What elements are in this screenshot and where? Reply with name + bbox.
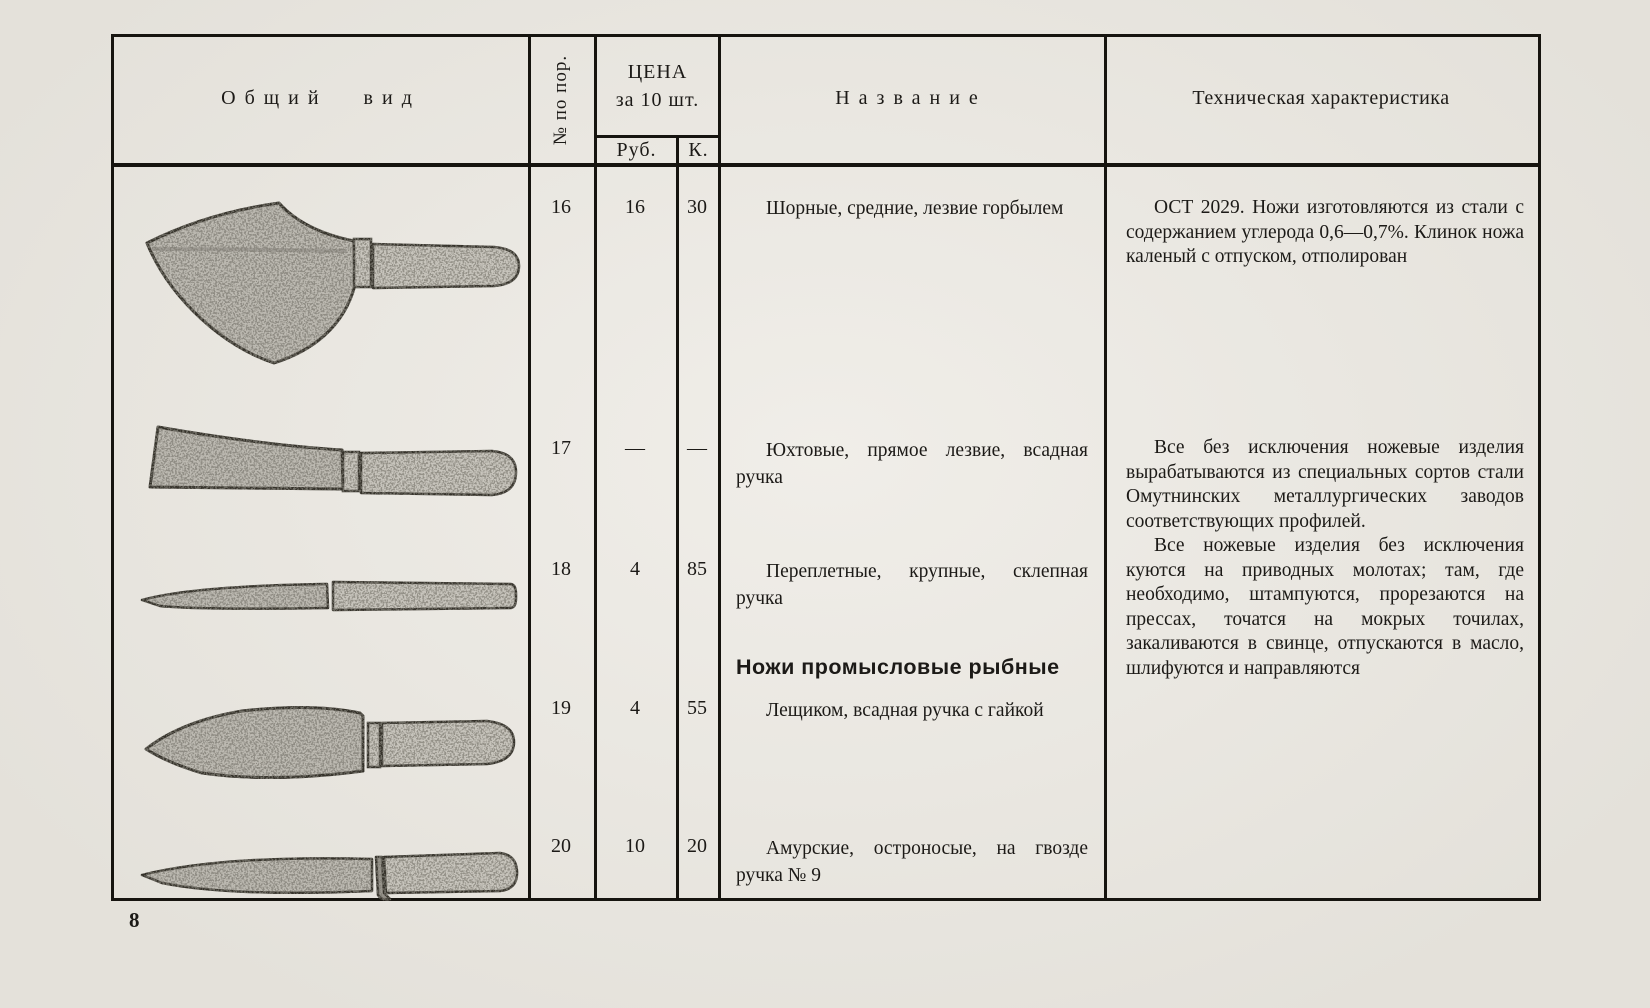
header-general-view: Общий вид xyxy=(221,87,421,109)
header-bottom-rule xyxy=(114,163,1538,167)
saddler-knife-image xyxy=(132,189,524,371)
amur-knife-image xyxy=(132,809,524,907)
header-kop: К. xyxy=(688,139,709,161)
header-row-number: № по пор. xyxy=(550,54,571,146)
knife-name: Юхтовые, прямое лезвие, всадная ручка xyxy=(736,440,1088,488)
price-kop: — xyxy=(687,437,707,459)
knife-name: Лещиком, всадная ручка с гайкой xyxy=(766,700,1044,721)
tech-text: Все без исключения ножевые изделия вырабатываются из специальных сортов стали Омутнинских металлургических заводов соответствующих профилей. xyxy=(1126,437,1524,532)
header-name: Название xyxy=(835,87,987,109)
page-number: 8 xyxy=(129,908,140,932)
column-rule-rub-kop xyxy=(676,135,679,898)
knife-name: Переплетные, крупные, склепная ручка xyxy=(736,561,1088,609)
price-kop: 85 xyxy=(687,558,707,580)
row-number: 18 xyxy=(551,558,571,580)
row-number: 19 xyxy=(551,697,571,719)
knife-catalog-table xyxy=(111,34,1541,901)
tech-text: ОСТ 2029. Ножи изготовляются из стали с содержанием углерода 0,6—0,7%. Клинок ножа каленый с отпуском, отполирован xyxy=(1126,197,1524,267)
bream-knife-image xyxy=(132,671,524,789)
header-tech: Техническая характеристика xyxy=(1192,87,1450,109)
tech-text: Все ножевые изделия без исключения куются на приводных молотах; там, где необходимо, штампуются, прорезаются на прессах, точатся на мокрых точилах, закаливаются в свинце, отпускаются в масло, шлифуются и направляются xyxy=(1126,535,1524,679)
header-rub: Руб. xyxy=(616,139,657,161)
price-kop: 55 xyxy=(687,697,707,719)
price-rub: 4 xyxy=(630,697,640,719)
price-rub: — xyxy=(625,437,645,459)
row-number: 17 xyxy=(551,437,571,459)
tech-paragraph-2-3 xyxy=(1126,436,1524,681)
price-rub: 4 xyxy=(630,558,640,580)
tech-paragraph-1 xyxy=(1126,196,1524,270)
row-number: 20 xyxy=(551,835,571,857)
header-price-line1: ЦЕНА xyxy=(627,61,688,83)
price-rub: 10 xyxy=(625,835,645,857)
knife-name: Амурские, остроносые, на гвозде ручка № 9 xyxy=(736,838,1088,886)
price-subheader-rule xyxy=(594,135,721,138)
price-kop: 20 xyxy=(687,835,707,857)
price-kop: 30 xyxy=(687,196,707,218)
knife-name: Шорные, средние, лезвие горбылем xyxy=(766,198,1064,219)
price-rub: 16 xyxy=(625,196,645,218)
bookbinder-knife-image xyxy=(132,542,524,620)
section-heading: Ножи промысловые рыбные xyxy=(736,655,1060,679)
row-number: 16 xyxy=(551,196,571,218)
header-price-line2: за 10 шт. xyxy=(615,89,700,111)
yuft-knife-image xyxy=(132,403,524,511)
